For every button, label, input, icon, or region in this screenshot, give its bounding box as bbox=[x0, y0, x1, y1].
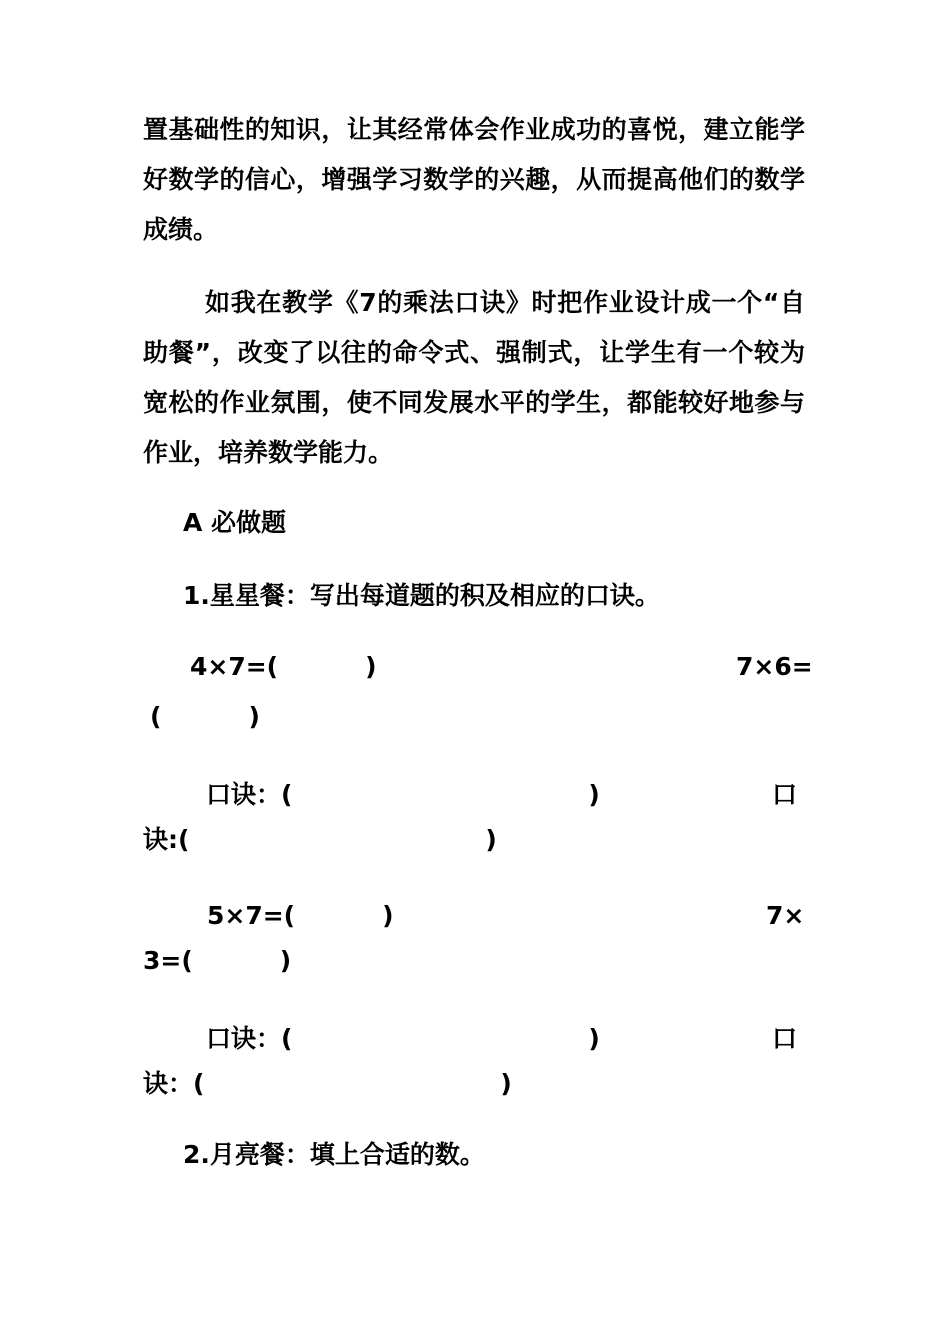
problem-7x6: 7×6= bbox=[736, 652, 813, 681]
problem-5x7: 5×7=( ) bbox=[207, 901, 394, 930]
task2-title: 2.月亮餐：填上合适的数。 bbox=[183, 1140, 485, 1169]
rhyme-5x7: 口诀：( ) bbox=[206, 1024, 600, 1053]
section-a-heading: A 必做题 bbox=[183, 508, 287, 537]
rhyme-4x7: 口诀：( ) bbox=[206, 780, 600, 809]
problem-7x3-prefix: 7× bbox=[766, 901, 805, 930]
paragraph1-line-2: 好数学的信心，增强学习数学的兴趣，从而提高他们的数学 bbox=[143, 165, 805, 194]
problem-7x3: 3=( ) bbox=[143, 946, 292, 975]
rhyme-7x6: 诀:( ) bbox=[143, 825, 497, 854]
paragraph2-line-1: 如我在教学《7的乘法口诀》时把作业设计成一个“自 bbox=[205, 288, 805, 317]
paragraph2-line-2: 助餐”，改变了以往的命令式、强制式，让学生有一个较为 bbox=[143, 338, 805, 367]
paragraph1-line-3: 成绩。 bbox=[143, 215, 219, 244]
problem-7x6-answer: ( ) bbox=[150, 702, 260, 731]
paragraph2-line-4: 作业，培养数学能力。 bbox=[143, 438, 394, 467]
rhyme-7x3: 诀：( ) bbox=[143, 1069, 512, 1098]
task1-title: 1.星星餐：写出每道题的积及相应的口诀。 bbox=[183, 581, 660, 610]
problem-4x7: 4×7=( ) bbox=[190, 652, 377, 681]
paragraph2-line-3: 宽松的作业氛围，使不同发展水平的学生，都能较好地参与 bbox=[143, 388, 805, 417]
rhyme-7x6-prefix: 口 bbox=[772, 780, 798, 809]
paragraph1-line-1: 置基础性的知识，让其经常体会作业成功的喜悦，建立能学 bbox=[143, 115, 805, 144]
rhyme-7x3-prefix: 口 bbox=[772, 1024, 798, 1053]
